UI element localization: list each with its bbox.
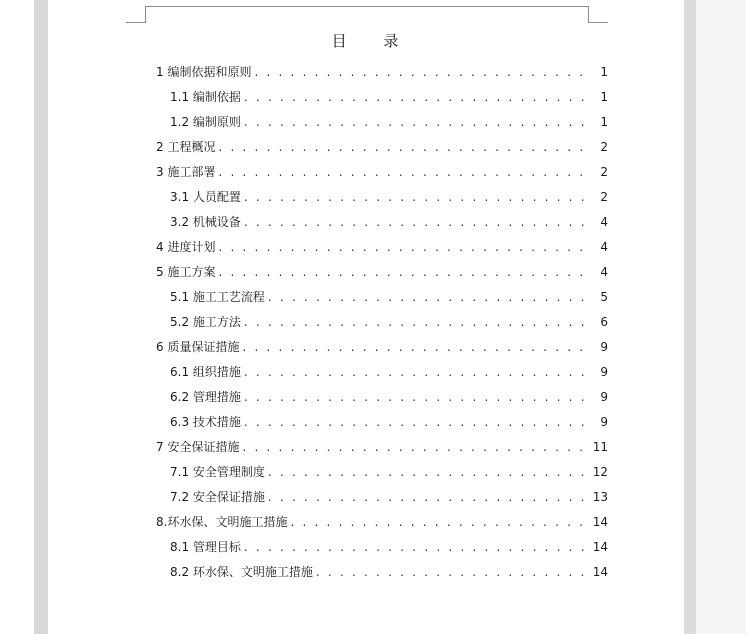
- toc-entry[interactable]: [156, 185, 608, 210]
- crop-mark-left-vertical: [145, 6, 146, 23]
- toc-entry-page: 9: [600, 415, 608, 429]
- toc-leader-dots: [218, 235, 591, 260]
- toc-entry-page: 4: [600, 215, 608, 229]
- toc-entry[interactable]: [156, 460, 608, 485]
- crop-mark-right-vertical: [588, 6, 589, 23]
- toc-leader-dots: [218, 135, 591, 160]
- toc-entry-label: 8.2 环水保、文明施工措施: [170, 565, 313, 579]
- toc-entry-page: 12: [592, 465, 608, 479]
- left-gutter: [0, 0, 36, 634]
- toc-leader-dots: [244, 85, 591, 110]
- toc-entry-page: 2: [600, 140, 608, 154]
- toc-leader-dots: [218, 260, 591, 285]
- toc-entry-page: 9: [600, 340, 608, 354]
- toc-leader-dots: [244, 360, 591, 385]
- toc-leader-dots: [244, 385, 591, 410]
- toc-leader-dots: [242, 335, 591, 360]
- toc-leader-dots: [254, 60, 591, 85]
- toc-entry-page: 14: [592, 540, 608, 554]
- toc-entry[interactable]: [156, 385, 608, 410]
- right-gutter: [696, 0, 746, 634]
- toc-leader-dots: [218, 160, 591, 185]
- toc-leader-dots: [242, 435, 589, 460]
- toc-leader-dots: [244, 185, 591, 210]
- left-page-shadow: [34, 0, 48, 634]
- toc-entry-label: 1.1 编制依据: [170, 90, 241, 104]
- toc-entry[interactable]: [156, 85, 608, 110]
- toc-leader-dots: [244, 535, 590, 560]
- toc-leader-dots: [290, 510, 589, 535]
- toc-entry-page: 1: [600, 90, 608, 104]
- toc-entry-label: 1 编制依据和原则: [156, 65, 252, 79]
- toc-entry-label: 3 施工部署: [156, 165, 216, 179]
- toc-entry[interactable]: [156, 335, 608, 360]
- toc-leader-dots: [244, 310, 591, 335]
- toc-entry[interactable]: [156, 135, 608, 160]
- toc-entry-label: 5.1 施工工艺流程: [170, 290, 265, 304]
- toc-entry-page: 2: [600, 190, 608, 204]
- toc-entry[interactable]: [156, 110, 608, 135]
- toc-entry-page: 14: [592, 515, 608, 529]
- toc-leader-dots: [244, 110, 591, 135]
- toc-entry-label: 7.2 安全保证措施: [170, 490, 265, 504]
- toc-entry-label: 1.2 编制原则: [170, 115, 241, 129]
- toc-entry-label: 6.1 组织措施: [170, 365, 241, 379]
- toc-entry-page: 9: [600, 390, 608, 404]
- toc-entry-page: 1: [600, 115, 608, 129]
- toc-entry[interactable]: [156, 535, 608, 560]
- toc-entry-page: 13: [592, 490, 608, 504]
- toc-entry[interactable]: [156, 60, 608, 85]
- toc-entry[interactable]: [156, 210, 608, 235]
- toc-entry[interactable]: [156, 235, 608, 260]
- toc-entry[interactable]: [156, 360, 608, 385]
- toc-entry-label: 3.2 机械设备: [170, 215, 241, 229]
- toc-leader-dots: [268, 485, 590, 510]
- toc-entry-label: 5 施工方案: [156, 265, 216, 279]
- toc-entry-page: 4: [600, 240, 608, 254]
- toc-entry[interactable]: [156, 260, 608, 285]
- toc-leader-dots: [316, 560, 590, 585]
- toc-entry-page: 4: [600, 265, 608, 279]
- toc-leader-dots: [268, 285, 591, 310]
- toc-leader-dots: [244, 210, 591, 235]
- toc-leader-dots: [244, 410, 591, 435]
- toc-entry-label: 5.2 施工方法: [170, 315, 241, 329]
- toc-entry-label: 4 进度计划: [156, 240, 216, 254]
- crop-mark-left-horizontal: [126, 22, 146, 23]
- table-of-contents: [156, 60, 608, 585]
- toc-entry-label: 2 工程概况: [156, 140, 216, 154]
- toc-entry-page: 9: [600, 365, 608, 379]
- crop-mark-right-horizontal: [588, 22, 608, 23]
- toc-leader-dots: [268, 460, 590, 485]
- toc-entry-page: 1: [600, 65, 608, 79]
- toc-entry-page: 6: [600, 315, 608, 329]
- toc-entry[interactable]: [156, 310, 608, 335]
- toc-entry-page: 14: [592, 565, 608, 579]
- toc-entry-label: 6.3 技术措施: [170, 415, 241, 429]
- toc-entry-page: 2: [600, 165, 608, 179]
- header-line: [145, 6, 589, 7]
- toc-entry-label: 6.2 管理措施: [170, 390, 241, 404]
- toc-title: 目 录: [331, 32, 415, 50]
- toc-entry[interactable]: [156, 435, 608, 460]
- toc-entry[interactable]: [156, 560, 608, 585]
- toc-entry-label: 8.环水保、文明施工措施: [156, 515, 288, 529]
- toc-entry[interactable]: [156, 410, 608, 435]
- toc-entry-label: 7.1 安全管理制度: [170, 465, 265, 479]
- toc-entry[interactable]: [156, 510, 608, 535]
- toc-entry[interactable]: [156, 160, 608, 185]
- toc-entry-page: 5: [600, 290, 608, 304]
- toc-entry-label: 8.1 管理目标: [170, 540, 241, 554]
- toc-entry[interactable]: [156, 285, 608, 310]
- toc-entry-label: 7 安全保证措施: [156, 440, 240, 454]
- document-page[interactable]: [48, 0, 684, 634]
- toc-entry-label: 6 质量保证措施: [156, 340, 240, 354]
- toc-entry[interactable]: [156, 485, 608, 510]
- toc-entry-label: 3.1 人员配置: [170, 190, 241, 204]
- right-page-shadow: [684, 0, 696, 634]
- toc-entry-page: 11: [592, 440, 608, 454]
